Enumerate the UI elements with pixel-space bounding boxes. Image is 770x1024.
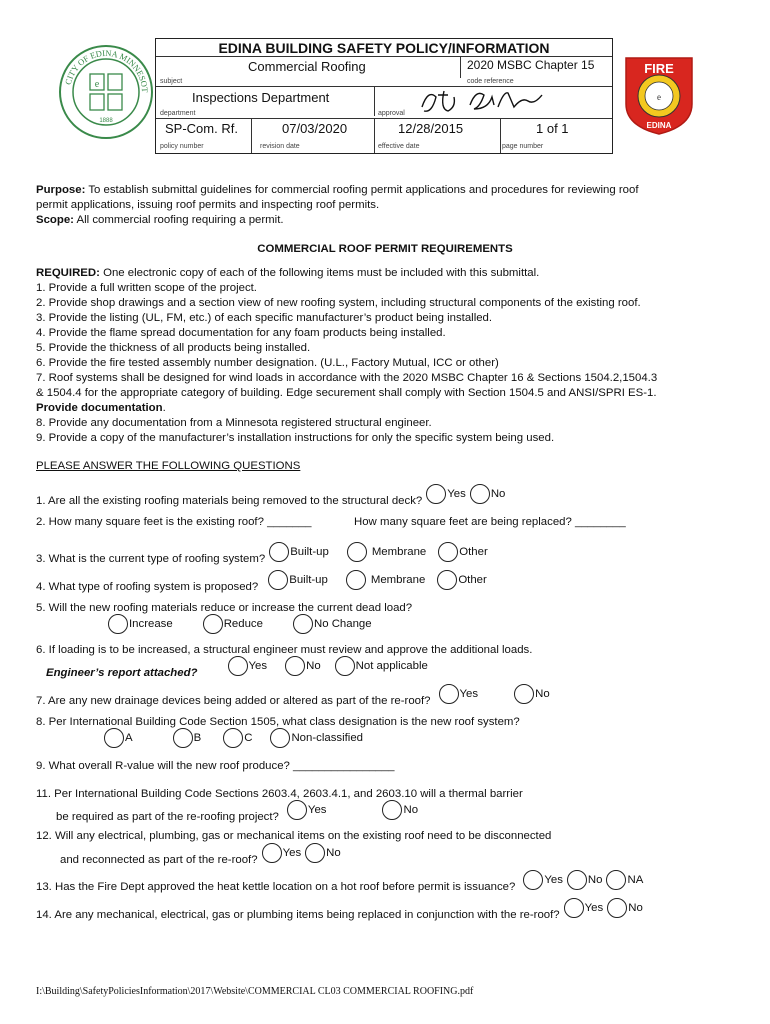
q3-other-radio[interactable] <box>438 542 458 562</box>
svg-text:1888: 1888 <box>99 118 113 124</box>
q11-yes-radio[interactable] <box>287 800 307 820</box>
q3-membrane-label: Membrane <box>371 546 427 558</box>
requirements-heading: COMMERCIAL ROOF PERMIT REQUIREMENTS <box>257 243 513 255</box>
question-4-text: 4. What type of roofing system is proposed? <box>36 581 259 593</box>
question-5: 5. Will the new roofing materials reduce or increase the current dead load? <box>36 602 413 614</box>
code-reference-value: 2020 MSBC Chapter 15 <box>467 58 595 72</box>
q8-b-radio[interactable] <box>173 728 193 748</box>
q8-b-label: B <box>193 732 202 744</box>
required-label: REQUIRED: <box>36 267 100 279</box>
question-12-line2 <box>60 843 341 866</box>
subject-value: Commercial Roofing <box>248 59 366 74</box>
q5-increase-label: Increase <box>129 618 173 630</box>
q4-builtup-radio[interactable] <box>268 570 288 590</box>
requirement-item: 5. Provide the thickness of all products being installed. <box>36 342 311 354</box>
approval-signature <box>418 87 548 120</box>
q8-nonclassified-radio[interactable] <box>270 728 290 748</box>
question-5-options <box>104 614 372 637</box>
q14-yes-label: Yes <box>584 902 604 914</box>
q1-yes-radio[interactable] <box>426 484 446 504</box>
requirement-item: 7. Roof systems shall be designed for wind loads in accordance with the 2020 MSBC Chapter 16 & Sections 1504.2,1504.3 <box>36 372 658 384</box>
policy-number-value: SP-Com. Rf. <box>165 121 238 136</box>
questions-heading: PLEASE ANSWER THE FOLLOWING QUESTIONS <box>36 460 301 472</box>
q12-yes-radio[interactable] <box>262 843 282 863</box>
q8-nonclassified-label: Non-classified <box>291 732 363 744</box>
q3-other-label: Other <box>459 546 488 558</box>
q6-yes-radio[interactable] <box>228 656 248 676</box>
requirement-item: & 1504.4 for the appropriate category of building. Edge securement shall comply with Section 1504.5 and ANSI/SPRI ES-1. <box>36 387 657 399</box>
q6-notapplicable-radio[interactable] <box>335 656 355 676</box>
q12-no-radio[interactable] <box>305 843 325 863</box>
policy-number-caption: policy number <box>160 143 204 150</box>
q4-builtup-label: Built-up <box>289 574 328 586</box>
purpose-text-line2: permit applications, issuing roof permits and inspecting roof permits. <box>36 199 380 211</box>
q11-no-label: No <box>403 804 419 816</box>
q3-builtup-radio[interactable] <box>269 542 289 562</box>
q6-no-radio[interactable] <box>285 656 305 676</box>
question-12-text: and reconnected as part of the re-roof? <box>60 854 258 866</box>
code-reference-caption: code reference <box>467 78 514 85</box>
question-6: 6. If loading is to be increased, a structural engineer must review and approve the additional loads. <box>36 644 533 656</box>
svg-text:EDINA: EDINA <box>646 121 672 130</box>
q13-yes-radio[interactable] <box>523 870 543 890</box>
revision-date-caption: revision date <box>260 143 300 150</box>
q4-other-radio[interactable] <box>437 570 457 590</box>
q7-yes-label: Yes <box>459 688 479 700</box>
approval-caption: approval <box>378 110 405 117</box>
q1-yes-label: Yes <box>447 488 466 500</box>
q11-no-radio[interactable] <box>382 800 402 820</box>
question-1 <box>36 484 505 507</box>
department-value: Inspections Department <box>192 90 330 105</box>
question-11: 11. Per International Building Code Sections 2603.4, 2603.4.1, and 2603.10 will a thermal barrier <box>36 788 523 800</box>
question-13-text: 13. Has the Fire Dept approved the heat kettle location on a hot roof before permit is issuance? <box>36 881 516 893</box>
q5-nochange-label: No Change <box>313 618 372 630</box>
q12-no-label: No <box>326 847 341 859</box>
q8-a-label: A <box>125 732 133 744</box>
question-8: 8. Per International Building Code Section 1505, what class designation is the new roof system? <box>36 716 520 728</box>
q6-notapplicable-label: Not applicable <box>355 660 428 672</box>
question-2a: 2. How many square feet is the existing roof? _______ <box>36 516 312 528</box>
q4-other-label: Other <box>458 574 487 586</box>
question-12: 12. Will any electrical, plumbing, gas or mechanical items on the existing roof need to be disconnected <box>36 830 552 842</box>
requirement-item: 2. Provide shop drawings and a section view of new roofing system, including structural components of the existing roof. <box>36 297 641 309</box>
q14-yes-radio[interactable] <box>564 898 584 918</box>
q3-builtup-label: Built-up <box>290 546 329 558</box>
q4-membrane-radio[interactable] <box>346 570 366 590</box>
fire-department-badge-logo <box>620 52 698 136</box>
svg-text:e: e <box>657 92 661 102</box>
q13-na-label: NA <box>627 874 644 886</box>
question-3-text: 3. What is the current type of roofing system? <box>36 553 266 565</box>
q7-no-label: No <box>535 688 550 700</box>
question-14-text: 14. Are any mechanical, electrical, gas or plumbing items being replaced in conjunction with the re-roof? <box>36 909 560 921</box>
question-8-options <box>100 728 363 751</box>
page-number-value: 1 of 1 <box>536 121 569 136</box>
q8-c-label: C <box>244 732 253 744</box>
svg-text:e: e <box>94 79 100 90</box>
q7-no-radio[interactable] <box>514 684 534 704</box>
q14-no-radio[interactable] <box>607 898 627 918</box>
scope-text: All commercial roofing requiring a permit. <box>73 214 284 226</box>
question-1-text: 1. Are all the existing roofing materials being removed to the structural deck? <box>36 495 423 507</box>
policy-header-box <box>155 38 613 154</box>
revision-date-value: 07/03/2020 <box>282 121 348 136</box>
question-7 <box>36 684 550 707</box>
q14-no-label: No <box>628 902 643 914</box>
requirement-item: 8. Provide any documentation from a Minnesota registered structural engineer. <box>36 417 432 429</box>
q4-membrane-label: Membrane <box>370 574 426 586</box>
footer-file-path: I:\Building\SafetyPoliciesInformation\2017\Website\COMMERCIAL CL03 COMMERCIAL ROOFING.pdf <box>36 986 474 997</box>
requirement-item: 4. Provide the flame spread documentation for any foam products being installed. <box>36 327 446 339</box>
q13-no-radio[interactable] <box>567 870 587 890</box>
question-2b: How many square feet are being replaced? ________ <box>354 516 626 528</box>
subject-caption: subject <box>160 78 183 85</box>
q6-no-label: No <box>306 660 321 672</box>
question-11-line2 <box>56 800 418 823</box>
svg-text:FIRE: FIRE <box>644 61 674 76</box>
q13-no-label: No <box>587 874 603 886</box>
requirement-item: 6. Provide the fire tested assembly number designation. (U.L., Factory Mutual, ICC or other) <box>36 357 499 369</box>
requirement-item: 1. Provide a full written scope of the project. <box>36 282 257 294</box>
question-6-options <box>46 656 428 679</box>
purpose-label: Purpose: <box>36 184 86 196</box>
engineers-report-label: Engineer’s report attached? <box>46 667 198 679</box>
question-7-text: 7. Are any new drainage devices being added or altered as part of the re-roof? <box>36 695 431 707</box>
question-4 <box>36 570 487 593</box>
question-14 <box>36 898 643 921</box>
question-9: 9. What overall R-value will the new roof produce? ________________ <box>36 760 395 772</box>
effective-date-caption: effective date <box>378 143 420 150</box>
svg-text:CITY OF EDINA MINNESOTA: CITY OF EDINA MINNESOT <box>62 47 151 93</box>
q1-no-radio[interactable] <box>470 484 490 504</box>
requirement-item: 9. Provide a copy of the manufacturer’s installation instructions for only the specific system being used. <box>36 432 555 444</box>
required-text: One electronic copy of each of the following items must be included with this submittal. <box>99 267 540 279</box>
q7-yes-radio[interactable] <box>439 684 459 704</box>
q3-membrane-radio[interactable] <box>347 542 367 562</box>
purpose-text-line1: To establish submittal guidelines for commercial roofing permit applications and procedures for reviewing roof <box>85 184 639 196</box>
q13-na-radio[interactable] <box>606 870 626 890</box>
q6-yes-label: Yes <box>248 660 268 672</box>
q5-increase-radio[interactable] <box>108 614 128 634</box>
requirements-list: REQUIRED: One electronic copy of each of the following items must be included with this submittal. 1. Provide a full written scope of the project. 2. Provide shop drawings and a section view of new roofing system, including structural components of the existing roof. 3. Provide the listing (UL, FM, etc.) of each specific manufacturer’s product being installed. 4. Provide the flame spread documentation for any foam products being installed. 5. Provide the thickness of all products being installed. 6. Provide the fire tested assembly number designation. (U.L., Factory Mutual, ICC or other) 7. Roof systems shall be designed for wind loads in accordance with the 2020 MSBC Chapter 16 & Sections 1504.2,1504.3 & 1504.4 for the appropriate category of building. Edge securement shall comply with Section 1504.5 and ANSI/SPRI ES-1. Provide documentation. 8. Provide any documentation from a Minnesota registered structural engineer. 9. Provide a copy of the manufacturer’s installation instructions for only the specific system being used. <box>36 267 658 444</box>
document-title: EDINA BUILDING SAFETY POLICY/INFORMATION <box>218 40 550 56</box>
effective-date-value: 12/28/2015 <box>398 121 464 136</box>
requirement-item: 3. Provide the listing (UL, FM, etc.) of each specific manufacturer’s product being installed. <box>36 312 493 324</box>
q11-yes-label: Yes <box>307 804 327 816</box>
question-3 <box>36 542 488 565</box>
question-11-text: be required as part of the re-roofing project? <box>56 811 279 823</box>
q8-a-radio[interactable] <box>104 728 124 748</box>
q5-reduce-label: Reduce <box>223 618 263 630</box>
q13-yes-label: Yes <box>544 874 563 886</box>
q8-c-radio[interactable] <box>223 728 243 748</box>
q1-no-label: No <box>490 488 506 500</box>
purpose-paragraph <box>36 183 639 228</box>
department-caption: department <box>160 110 196 117</box>
q5-nochange-radio[interactable] <box>293 614 313 634</box>
q12-yes-label: Yes <box>282 847 302 859</box>
provide-documentation: Provide documentation <box>36 402 163 414</box>
question-13 <box>36 870 643 893</box>
scope-label: Scope: <box>36 214 74 226</box>
q5-reduce-radio[interactable] <box>203 614 223 634</box>
page-number-caption: page number <box>502 143 544 150</box>
city-seal-logo <box>58 44 154 140</box>
